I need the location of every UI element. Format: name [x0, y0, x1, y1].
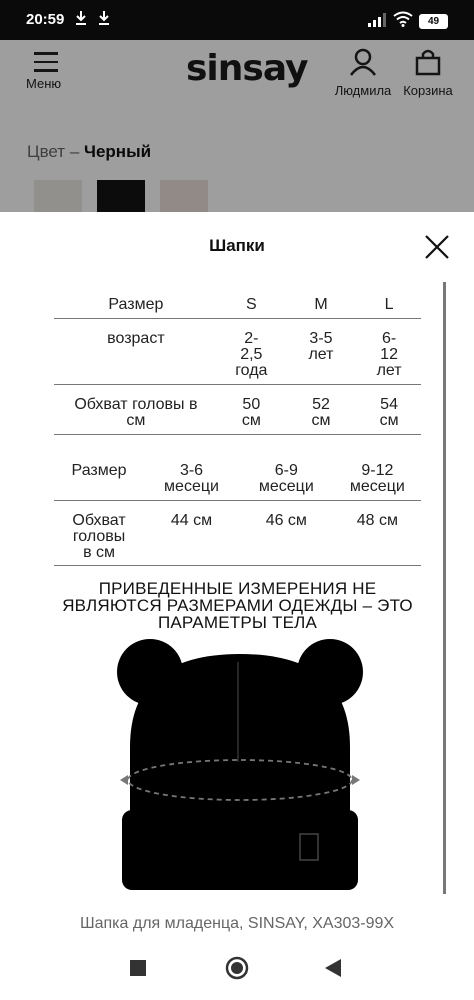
- table-header: [239, 462, 334, 500]
- hat-illustration: [110, 632, 370, 902]
- cell-value: 50 см: [241, 395, 261, 429]
- table-cell: [357, 318, 421, 384]
- measurement-note: ПРИВЕДЕННЫЕ ИЗМЕРЕНИЯ НЕ ЯВЛЯЮТСЯ РАЗМЕРАМИ ОДЕЖДЫ – ЭТО ПАРАМЕТРЫ ТЕЛА: [62, 579, 413, 632]
- download-icon: [97, 10, 111, 29]
- header-label: 3-6 месеци: [164, 462, 219, 495]
- table-header: [334, 462, 421, 500]
- wifi-icon: [393, 11, 413, 27]
- header-label: 9-12 месеци: [349, 462, 405, 495]
- circle-icon[interactable]: [225, 956, 249, 980]
- cell-value: 46 см: [265, 511, 307, 529]
- table-header: [54, 462, 144, 500]
- product-name: Шапка для младенца, SINSAY, XA303-99X: [79, 915, 395, 932]
- color-label-prefix: Цвет –: [27, 142, 80, 161]
- close-icon[interactable]: [424, 234, 450, 260]
- table-cell: [334, 500, 421, 565]
- table-header: M: [285, 296, 357, 318]
- row-label: Обхват головы в см: [72, 511, 126, 561]
- cell-value: 6- 12 лет: [376, 329, 402, 379]
- battery-icon: 49: [419, 14, 448, 29]
- table-cell: [239, 500, 334, 565]
- modal-title: Шапки: [209, 236, 265, 255]
- header-label: Размер: [71, 462, 127, 479]
- color-value: Черный: [84, 142, 152, 161]
- table-cell: [54, 500, 144, 565]
- table-cell: [357, 384, 421, 434]
- header-label: 6-9 месеци: [258, 462, 314, 495]
- user-label: Людмила: [334, 83, 392, 98]
- sinsay-logo[interactable]: sinsay: [186, 48, 308, 89]
- cell-value: 44 см: [170, 511, 213, 529]
- system-nav-bar: [0, 938, 474, 1000]
- signal-icon: [368, 13, 386, 27]
- size-chart-modal: [0, 212, 474, 936]
- cell-value: 48 см: [356, 511, 398, 529]
- cell-value: 2- 2,5 года: [235, 329, 268, 379]
- cell-value: 54 см: [379, 395, 399, 429]
- status-time: 20:59: [26, 11, 65, 28]
- size-table-2: [54, 462, 421, 566]
- table-cell: [285, 318, 357, 384]
- square-icon[interactable]: [130, 960, 146, 976]
- table-cell: [144, 500, 239, 565]
- cell-value: 3-5 лет: [308, 329, 334, 363]
- cart-label: Корзина: [403, 83, 453, 98]
- menu-label: Меню: [26, 76, 62, 91]
- modal-backdrop[interactable]: [0, 40, 474, 212]
- row-label: возраст: [107, 329, 165, 347]
- table-cell: [285, 384, 357, 434]
- table-header: S: [218, 296, 285, 318]
- table-header: [144, 462, 239, 500]
- size-table-1: [54, 296, 421, 435]
- download-icon: [74, 10, 88, 29]
- table-cell: [54, 384, 218, 434]
- table-cell: [54, 318, 218, 384]
- table-cell: [218, 318, 285, 384]
- status-bar: [0, 0, 474, 40]
- scrollbar[interactable]: [443, 282, 446, 894]
- row-label: Обхват головы в см: [74, 395, 198, 429]
- table-header: Размер: [54, 296, 218, 318]
- back-triangle-icon[interactable]: [325, 959, 341, 977]
- cell-value: 52 см: [311, 395, 331, 429]
- table-header: L: [357, 296, 421, 318]
- table-cell: [218, 384, 285, 434]
